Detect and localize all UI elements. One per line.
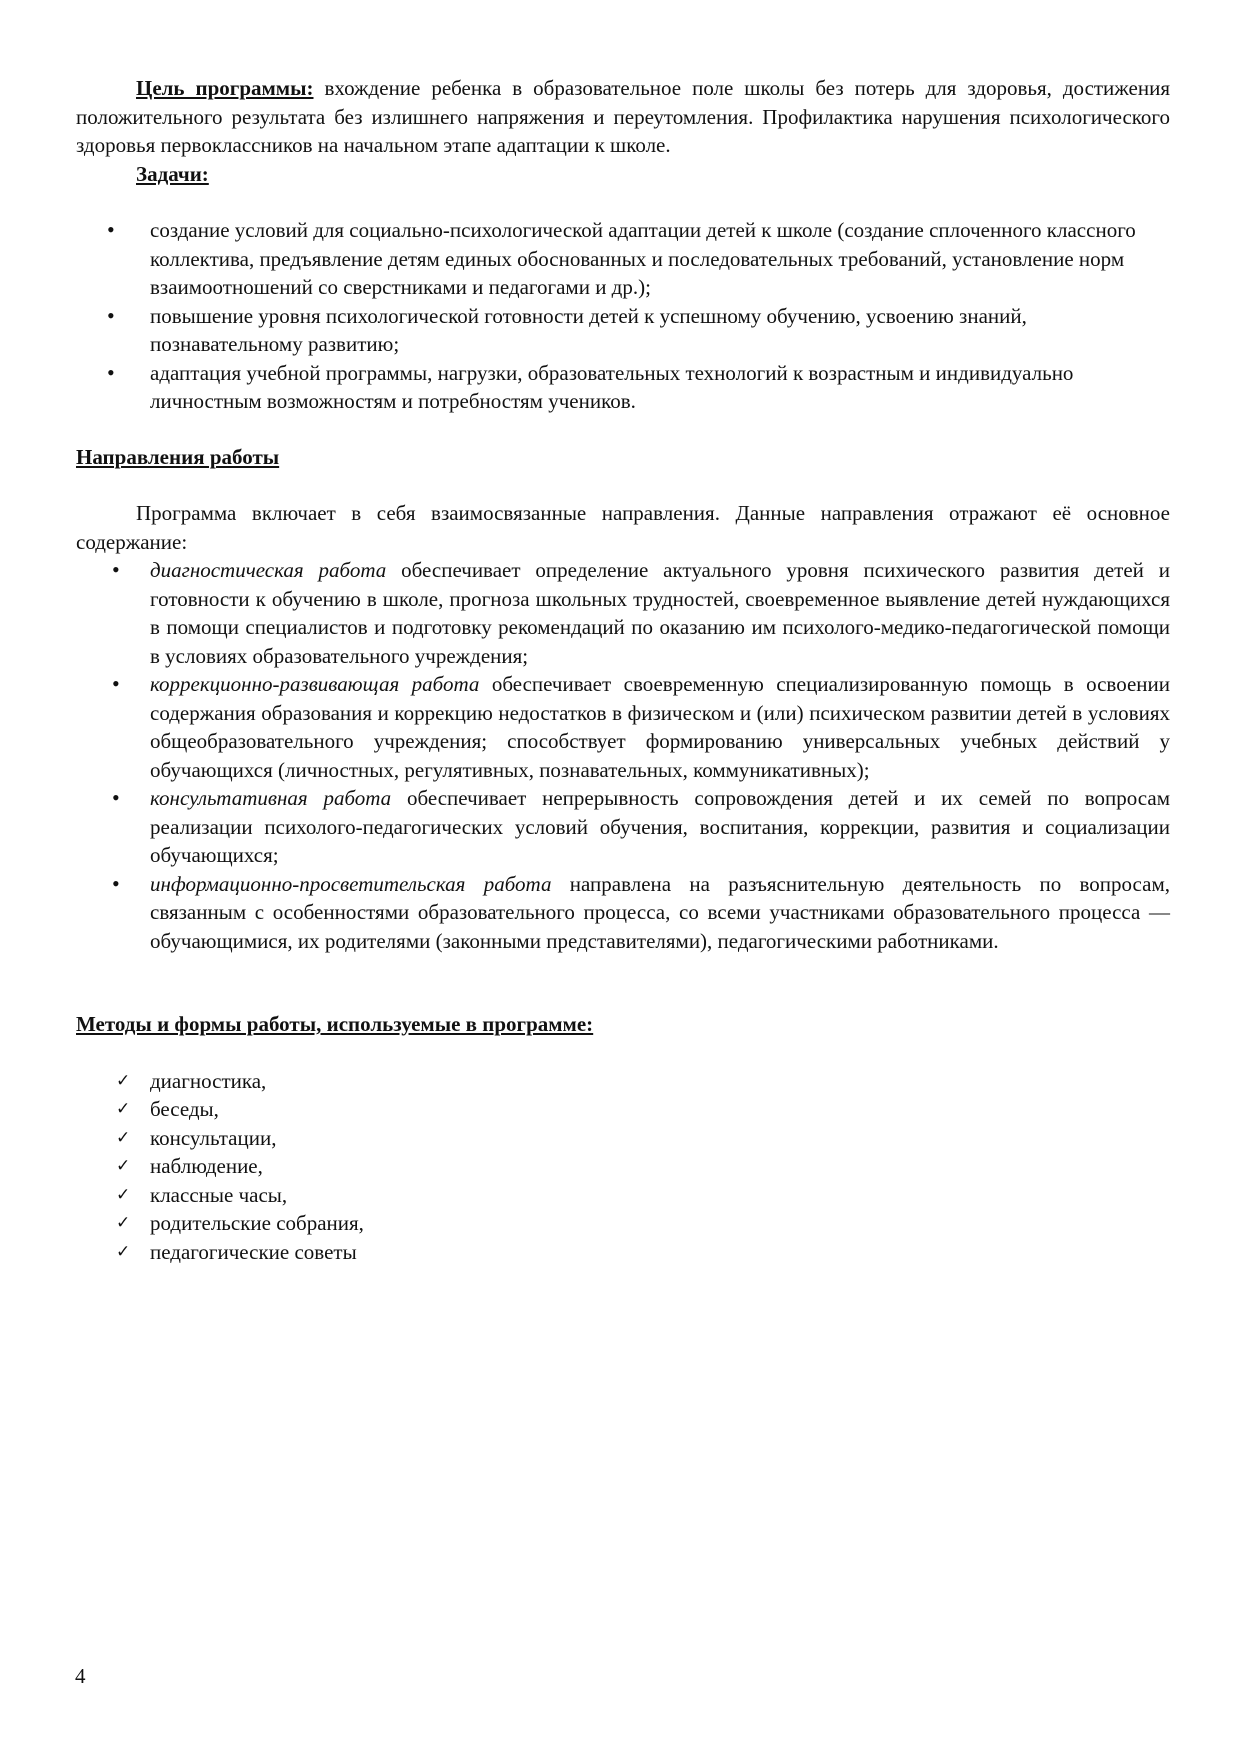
direction-item [76,870,1170,956]
checkmark-icon: ✓ [116,1241,131,1262]
directions-intro: Программа включает в себя взаимосвязанные направления. Данные направления отражают её основное содержание: [76,501,1170,554]
direction-text: обеспечивает своевременную специализированную помощь в освоении содержания образования и коррекцию недостатков в физическом и (или) психическом развитии детей в условиях общеобразовательного учреждения; способствует формированию универсальных учебных действий у обучающихся (личностных, регулятивных, познавательных, коммуникативных); [150,672,1170,782]
task-item: • адаптация учебной программы, нагрузки, образовательных технологий к возрастным и индивидуально личностным возможностям и потребностям учеников. [76,359,1170,416]
page-number: 4 [75,1664,86,1688]
directions-list [76,556,1170,955]
direction-item [76,784,1170,870]
direction-term: коррекционно-развивающая работа [150,672,480,696]
task-item: • создание условий для социально-психологической адаптации детей к школе (создание сплоченного классного коллектива, предъявление детям единых обоснованных и последовательных требований, установление норм взаимоотношений со сверстниками и педагогами и др.); [76,216,1170,302]
method-item: ✓ педагогические советы [76,1238,1170,1267]
methods-list [76,1067,1170,1267]
checkmark-icon: ✓ [116,1156,131,1176]
direction-text: направлена на разъяснительную деятельность по вопросам, связанным с особенностями образовательного процесса, со всеми участниками образовательного процесса — обучающимися, их родителями (законными представителями), педагогическими работниками. [150,871,1170,953]
checkmark-icon: ✓ [116,1184,131,1205]
program-goal-label: Цель программы: [136,76,314,100]
direction-text: обеспечивает определение актуального уровня психического развития детей и готовности к обучению в школе, прогноза школьных трудностей, своевременное выявление детей нуждающихся в помощи специалистов и подготовку рекомендаций по оказанию им психолого-медико-педагогической помощи в условиях образовательного учреждения; [150,558,1171,668]
direction-item [76,556,1170,670]
method-item: ✓ диагностика, [76,1067,1170,1096]
method-item: ✓ классные часы, [76,1181,1170,1210]
checkmark-icon: ✓ [116,1099,131,1119]
method-item: ✓ наблюдение, [76,1152,1170,1181]
directions-heading: Направления работы [76,444,280,469]
method-item: ✓ беседы, [76,1095,1170,1124]
program-goal-text: вхождение ребенка в образовательное поле школы без потерь для здоровья, достижения положительного результата без излишнего напряжения и переутомления. Профилактика нарушения психологического здоровья первоклассников на начальном этапе адаптации к школе. [76,76,1170,157]
direction-term: диагностическая работа [150,558,387,582]
document-page [76,74,1170,1266]
method-item: ✓ консультации, [76,1124,1170,1153]
checkmark-icon: ✓ [116,1127,131,1148]
method-item: ✓ родительские собрания, [76,1209,1170,1238]
direction-term: консультативная работа [150,786,392,810]
tasks-list [76,216,1170,416]
tasks-heading: Задачи: [136,161,209,186]
methods-heading: Методы и формы работы, используемые в программе: [76,1012,594,1036]
direction-term: информационно-просветительская работа [150,871,552,896]
direction-item [76,670,1170,784]
checkmark-icon: ✓ [116,1213,131,1233]
program-goal-paragraph [76,74,1170,160]
task-item: • повышение уровня психологической готовности детей к успешному обучению, усвоению знаний, познавательному развитию; [76,302,1170,359]
direction-text: обеспечивает непрерывность сопровождения детей и их семей по вопросам реализации психолого-педагогических условий обучения, воспитания, коррекции, развития и социализации обучающихся; [150,786,1170,867]
checkmark-icon: ✓ [116,1070,131,1091]
